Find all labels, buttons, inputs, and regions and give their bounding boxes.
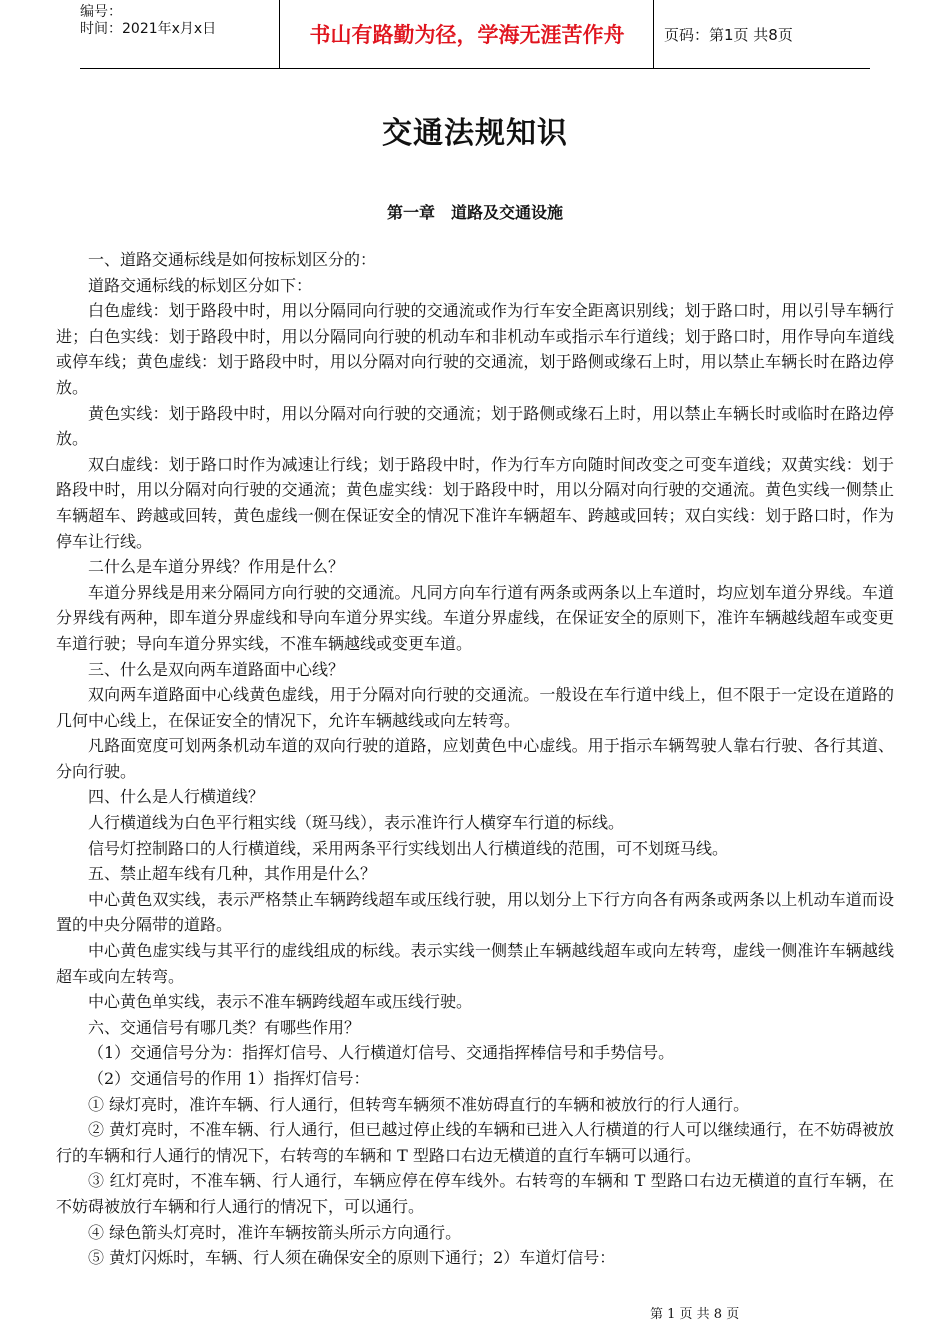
paragraph: 双向两车道路面中心线黄色虚线，用于分隔对向行驶的交通流。一般设在车行道中线上，但不限于一定设在道路的几何中心线上，在保证安全的情况下，允许车辆越线或向左转弯。 xyxy=(56,685,894,730)
paragraph: 中心黄色双实线，表示严格禁止车辆跨线超车或压线行驶，用以划分上下行方向各有两条或两条以上机动车道而设置的中央分隔带的道路。 xyxy=(56,889,894,935)
paragraph: 四、什么是人行横道线？ xyxy=(88,787,265,807)
paragraph: 凡路面宽度可划两条机动车道的双向行驶的道路，应划黄色中心虚线。用于指示车辆驾驶人靠右行驶、各行其道、分向行驶。 xyxy=(56,736,894,781)
paragraph: 道路交通标线的标划区分如下： xyxy=(88,275,313,295)
paragraph: 黄色实线：划于路段中时，用以分隔对向行驶的交通流；划于路侧或缘石上时，用以禁止车辆长时或临时在路边停放。 xyxy=(56,403,894,449)
paragraph: ③ 红灯亮时，不准车辆、行人通行，车辆应停在停车线外。右转弯的车辆和 T 型路口右边无横道的直行车辆，在不妨碍被放行车辆和行人通行的情况下，可以通行。 xyxy=(56,1171,894,1216)
page-header xyxy=(80,0,870,69)
paragraph: 三、什么是双向两车道路面中心线？ xyxy=(88,659,345,679)
chapter-heading: 第一章 道路及交通设施 xyxy=(386,203,563,222)
paragraph: 车道分界线是用来分隔同方向行驶的交通流。凡同方向车行道有两条或两条以上车道时，均应划车道分界线。车道分界线有两种，即车道分界虚线和导向车道分界实线。车道分界虚线，在保证安全的原则下，准许车辆越线超车或变更车道行驶；导向车道分界实线，不准车辆越线或变更车道。 xyxy=(56,582,894,653)
paragraph: 双白虚线：划于路口时作为减速让行线；划于路段中时，作为行车方向随时间改变之可变车道线；双黄实线：划于路段中时，用以分隔对向行驶的交通流；黄色虚实线：划于路段中时，用以分隔对向行驶的交通流。黄色实线一侧禁止车辆超车、跨越或回转，黄色虚线一侧在保证安全的情况下准许车辆超车、跨越或回转；双白实线：划于路口时，作为停车让行线。 xyxy=(56,454,894,551)
paragraph: ⑤ 黄灯闪烁时，车辆、行人须在确保安全的原则下通行；2）车道灯信号： xyxy=(88,1248,616,1268)
paragraph: 一、道路交通标线是如何按标划区分的： xyxy=(88,250,377,269)
document-body xyxy=(56,247,894,1271)
document-title: 交通法规知识 xyxy=(382,116,568,151)
paragraph: （1）交通信号分为：指挥灯信号、人行横道灯信号、交通指挥棒信号和手势信号。 xyxy=(88,1043,675,1063)
paragraph: 信号灯控制路口的人行横道线，采用两条平行实线划出人行横道线的范围，可不划斑马线。 xyxy=(88,838,729,858)
paragraph: 中心黄色虚实线与其平行的虚线组成的标线。表示实线一侧禁止车辆越线超车或向左转弯，虚线一侧准许车辆越线超车或向左转弯。 xyxy=(56,941,894,986)
header-meta xyxy=(80,0,280,68)
header-motto: 书山有路勤为径，学海无涯苦作舟 xyxy=(281,0,654,68)
paragraph: ① 绿灯亮时，准许车辆、行人通行，但转弯车辆须不准妨碍直行的车辆和被放行的行人通行。 xyxy=(88,1094,750,1114)
paragraph: 二什么是车道分界线？作用是什么？ xyxy=(88,557,345,577)
paragraph: 六、交通信号有哪几类？有哪些作用？ xyxy=(88,1017,361,1037)
document-time-label: 时间：2021年x月x日 xyxy=(80,21,217,37)
paragraph: 人行横道线为白色平行粗实线（斑马线），表示准许行人横穿车行道的标线。 xyxy=(88,813,625,833)
document-number-label: 编号： xyxy=(80,4,122,20)
paragraph: 中心黄色单实线，表示不准车辆跨线超车或压线行驶。 xyxy=(88,992,473,1012)
paragraph: ④ 绿色箭头灯亮时，准许车辆按箭头所示方向通行。 xyxy=(88,1222,462,1242)
paragraph: 五、禁止超车线有几种，其作用是什么？ xyxy=(88,864,377,884)
paragraph: 白色虚线：划于路段中时，用以分隔同向行驶的交通流或作为行车安全距离识别线；划于路口时，用以引导车辆行进；白色实线：划于路段中时，用以分隔同向行驶的机动车和非机动车或指示车行道线；划于路口时，用作导向车道线或停车线；黄色虚线：划于路段中时，用以分隔对向行驶的交通流，划于路侧或缘石上时，用以禁止车辆长时在路边停放。 xyxy=(56,301,894,397)
page-footer: 第 1 页 共 8 页 xyxy=(650,1307,740,1322)
paragraph: ② 黄灯亮时，不准车辆、行人通行，但已越过停止线的车辆和已进入人行横道的行人可以继续通行，在不妨碍被放行的车辆和行人通行的情况下，右转弯的车辆和 T 型路口右边无横道的直行车辆可以通行。 xyxy=(56,1120,894,1165)
header-page-info: 页码：第1页 共8页 xyxy=(664,25,793,44)
paragraph: （2）交通信号的作用 1）指挥灯信号： xyxy=(88,1069,370,1088)
